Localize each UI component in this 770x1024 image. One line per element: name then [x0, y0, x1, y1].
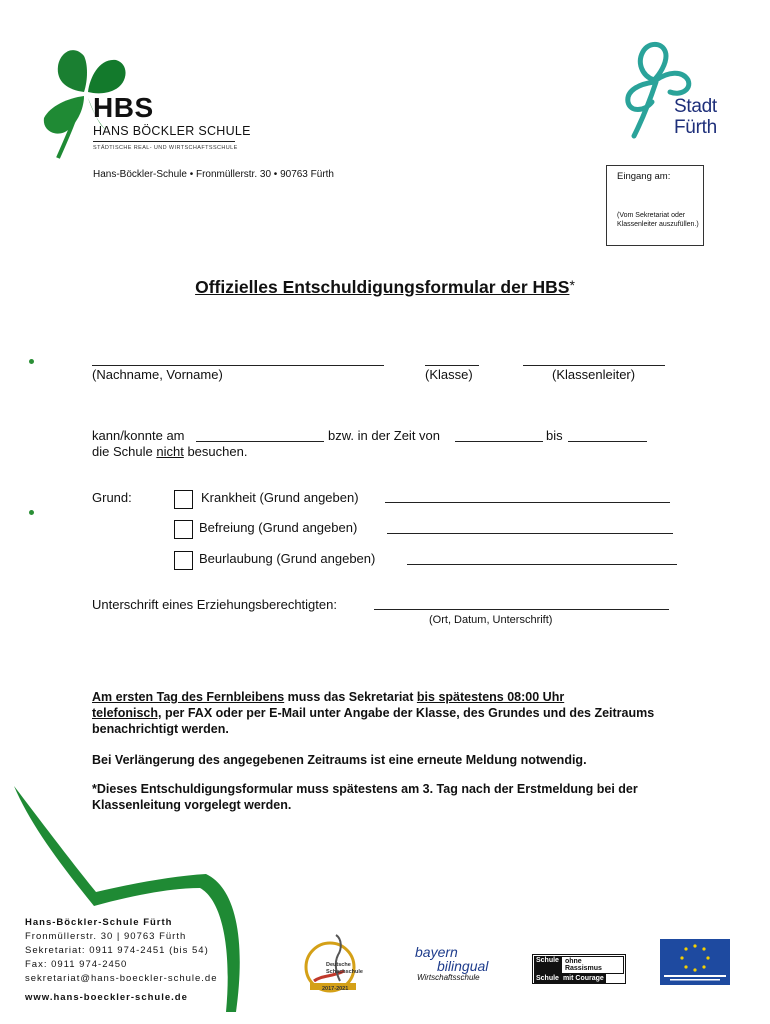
- absence-line-2-a: die Schule: [92, 444, 153, 459]
- sor-row-2: [534, 974, 624, 983]
- notice-text-2: per FAX oder per E-Mail unter Angabe der Klasse, des Grundes und des Zeitraums benachrichtigt werden.: [92, 706, 655, 736]
- footer-website[interactable]: www.hans-boeckler-schule.de: [25, 992, 188, 1003]
- absence-line-2-b: besuchen.: [187, 444, 248, 459]
- logo-main-text: HBS: [93, 92, 154, 123]
- margin-bullet-1: [29, 359, 34, 364]
- sor-text-4: mit Courage: [562, 975, 604, 982]
- class-input-line[interactable]: [425, 365, 479, 366]
- reason-exemption-line[interactable]: [387, 533, 673, 534]
- eu-flag-logo: [660, 939, 730, 985]
- footer-phone: Sekretariat: 0911 974-2451 (bis 54): [25, 945, 209, 956]
- notice-by-phone: telefonisch,: [92, 706, 162, 720]
- signature-sub-label: (Ort, Datum, Unterschrift): [429, 614, 553, 626]
- reason-leave-label: Beurlaubung (Grund angeben): [199, 551, 376, 566]
- form-title-asterisk: *: [569, 277, 575, 293]
- notice-paragraph-1: [92, 689, 672, 737]
- absence-prefix: kann/konnte am: [92, 428, 185, 443]
- class-label: (Klasse): [425, 367, 473, 382]
- signature-line[interactable]: [374, 609, 669, 610]
- receipt-note: (Vom Sekretariat oder Klassenleiter auszufüllen.): [617, 212, 699, 228]
- stadt-fuerth-text: [674, 96, 717, 138]
- reason-illness-line[interactable]: [385, 502, 670, 503]
- absence-from-line[interactable]: [455, 441, 543, 442]
- reason-exemption-label: Befreiung (Grund angeben): [199, 520, 358, 535]
- absence-until: bis: [546, 428, 563, 443]
- notice-first-day: Am ersten Tag des Fernbleibens: [92, 690, 285, 704]
- name-input-line[interactable]: [92, 365, 384, 366]
- receipt-label: Eingang am:: [617, 171, 671, 182]
- stadt-line-2: Fürth: [674, 117, 717, 138]
- absence-not: nicht: [156, 444, 184, 459]
- reason-exemption-checkbox[interactable]: [174, 520, 193, 539]
- reason-illness-checkbox[interactable]: [174, 490, 193, 509]
- absence-line-2: [92, 444, 247, 459]
- sor-smc-logo: [532, 954, 626, 984]
- absence-date-line[interactable]: [196, 441, 324, 442]
- reason-label: Grund:: [92, 490, 132, 505]
- notice-text-1: muss das Sekretariat: [284, 690, 417, 704]
- footer-fax: Fax: 0911 974-2450: [25, 959, 128, 970]
- footer-email[interactable]: sekretariat@hans-boeckler-schule.de: [25, 973, 218, 984]
- bilingual-logo: [415, 945, 515, 987]
- logo-divider: [93, 141, 235, 142]
- margin-bullet-2: [29, 510, 34, 515]
- logo-tagline: STÄDTISCHE REAL- UND WIRTSCHAFTSSCHULE: [93, 145, 238, 151]
- signature-label: Unterschrift eines Erziehungsberechtigten:: [92, 597, 337, 612]
- notice-paragraph-2: Bei Verlängerung des angegebenen Zeitraums ist eine erneute Meldung notwendig.: [92, 753, 587, 767]
- school-address: Hans-Böckler-Schule • Fronmüllerstr. 30 • 90763 Fürth: [93, 169, 334, 180]
- reason-leave-line[interactable]: [407, 564, 677, 565]
- bilingual-line-2: bilingual: [437, 958, 489, 974]
- name-label: (Nachname, Vorname): [92, 367, 223, 382]
- chess-school-years: 2017-2021: [322, 986, 349, 992]
- notice-deadline: bis spätestens 08:00 Uhr: [416, 690, 565, 704]
- absence-mid: bzw. in der Zeit von: [328, 428, 440, 443]
- notice-paragraph-3: *Dieses Entschuldigungsformular muss spätestens am 3. Tag nach der Erstmeldung bei der Klassenleitung vorgelegt werden.: [92, 782, 638, 812]
- decorative-swoosh: [0, 780, 260, 1024]
- teacher-input-line[interactable]: [523, 365, 665, 366]
- form-title-text: Offizielles Entschuldigungsformular der HBS: [195, 277, 570, 297]
- footer-school-name: Hans-Böckler-Schule Fürth: [25, 917, 173, 928]
- reason-leave-checkbox[interactable]: [174, 551, 193, 570]
- absence-to-line[interactable]: [568, 441, 647, 442]
- reason-illness-label: Krankheit (Grund angeben): [201, 490, 359, 505]
- chess-school-title: Deutsche Schachschule: [326, 962, 363, 975]
- bilingual-line-1: bayern: [415, 944, 458, 960]
- form-title: [0, 277, 770, 298]
- teacher-label: (Klassenleiter): [552, 367, 636, 382]
- sor-text-1: Schule: [534, 956, 561, 974]
- sor-row-1: [534, 956, 624, 974]
- logo-school-name: HANS BÖCKLER SCHULE: [93, 124, 251, 138]
- sor-text-3: Schule: [536, 975, 559, 982]
- bilingual-line-3: Wirtschaftsschule: [417, 973, 480, 982]
- stadt-line-1: Stadt: [674, 96, 717, 117]
- footer-street: Fronmüllerstr. 30 | 90763 Fürth: [25, 931, 187, 942]
- sor-text-2: ohne Rassismus: [561, 956, 624, 974]
